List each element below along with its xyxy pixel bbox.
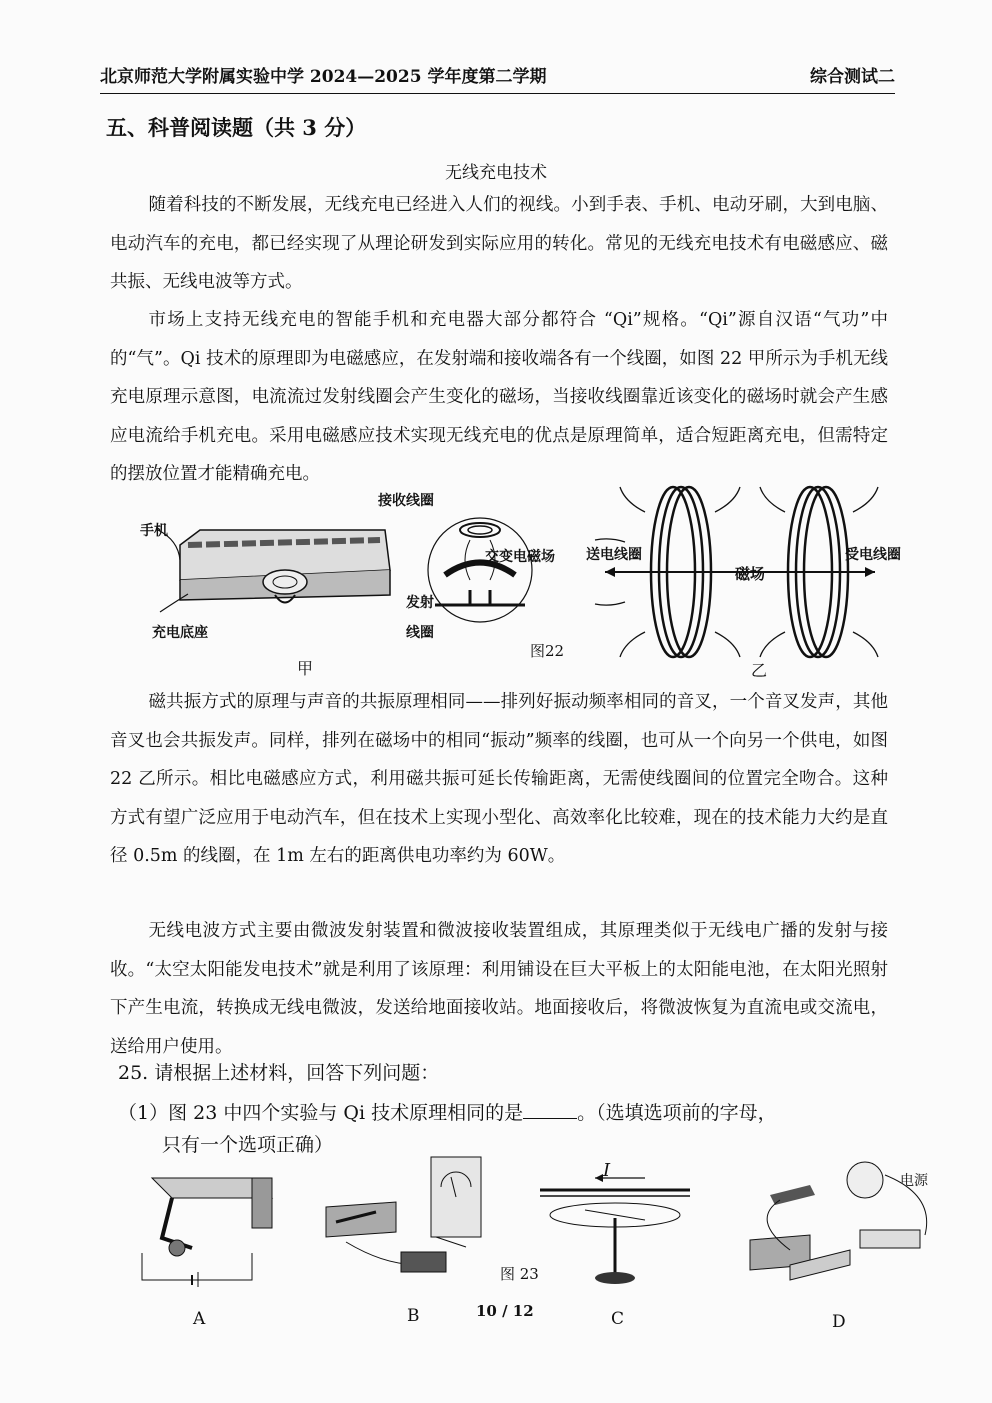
label-transmit-coil-1: 发射 [406,595,434,611]
label-magnetic-field: 磁场 [735,565,766,583]
label-power-source: 电源 [900,1173,928,1189]
option-c-label: C [611,1309,625,1329]
experiment-c-diagram [535,1160,695,1290]
caption-yi: 乙 [751,661,768,680]
exam-name: 综合测试二 [810,67,895,87]
paragraph-3: 磁共振方式的原理与声音的共振原理相同——排列好振动频率相同的音叉，一个音叉发声，其他音叉也会共振发声。同样，排列在磁场中的相同“振动”频率的线圈，也可从一个向另一个供电，如图 22 乙所示。相比电磁感应方式，利用磁共振可延长传输距离，无需使线圈间的位置完全吻合。这种方式有望广泛应用于电动汽车，但在技术上实现小型化、高效率化比较难，现在的技术能力大约是直径 0.5m 的线圈，在 1m 左右的距离供电功率约为 60W。 [110,692,888,866]
experiment-b-diagram [316,1152,516,1282]
question-1-line-1 [118,1098,777,1125]
page-header [100,62,895,94]
label-alt-field: 交变电磁场 [485,549,555,565]
paragraph-2: 市场上支持无线充电的智能手机和充电器大部分都符合 “Qi”规格。“Qi”源自汉语“气功”中的“气”。Qi 技术的原理即为电磁感应，在发射端和接收端各有一个线圈，如图 22 甲所示为手机无线充电原理示意图，电流流过发射线圈会产生变化的磁场，当接收线圈靠近该变化的磁场时就会产生感应电流给手机充电。采用电磁感应技术实现无线充电的优点是原理简单，适合短距离充电，但需特定的摆放位置才能精确充电。 [110,310,888,484]
label-transmit-coil-2: 线圈 [406,625,434,641]
option-d-label: D [832,1312,846,1332]
caption-jia: 甲 [297,659,314,678]
label-phone: 手机 [140,523,168,539]
article-title: 无线充电技术 [445,163,547,183]
answer-blank[interactable] [523,1100,577,1119]
experiment-a-diagram [132,1168,282,1288]
label-current-i: I [603,1160,611,1181]
paragraph-4: 无线电波方式主要由微波发射装置和微波接收装置组成，其原理类似于无线电广播的发射与接收。“太空太阳能发电技术”就是利用了该原理：利用铺设在巨大平板上的太阳能电池，在太阳光照射下产生电流，转换成无线电微波，发送给地面接收站。地面接收后，将微波恢复为直流电或交流电，送给用户使用。 [110,921,888,1057]
coil-closeup-diagram [425,505,535,635]
section-title: 五、科普阅读题（共 3 分） [106,115,367,140]
label-base: 充电底座 [152,625,208,641]
question-1-line-2: 只有一个选项正确） [162,1134,334,1156]
figure-23-caption: 图 23 [500,1265,539,1283]
paragraph-1: 随着科技的不断发展，无线充电已经进入人们的视线。小到手表、手机、电动牙刷，大到电脑、电动汽车的充电，都已经实现了从理论研发到实际应用的转化。常见的无线充电技术有电磁感应、磁共振、无线电波等方式。 [110,195,888,292]
option-a-label: A [193,1309,206,1329]
option-b-label: B [407,1306,420,1326]
figure-22-caption: 图22 [530,642,565,660]
label-recv-coil: 受电线圈 [845,547,901,563]
question-stem: 25. 请根据上述材料，回答下列问题： [118,1062,440,1084]
page-number: 10 / 12 [476,1302,534,1320]
school-term: 北京师范大学附属实验中学 2024—2025 学年度第二学期 [100,67,547,87]
label-receive-coil: 接收线圈 [378,493,434,509]
label-send-coil: 送电线圈 [586,547,642,563]
question-1-text-a: （1）图 23 中四个实验与 Qi 技术原理相同的是 [118,1102,524,1124]
question-1-text-b: 。（选填选项前的字母， [577,1102,777,1124]
